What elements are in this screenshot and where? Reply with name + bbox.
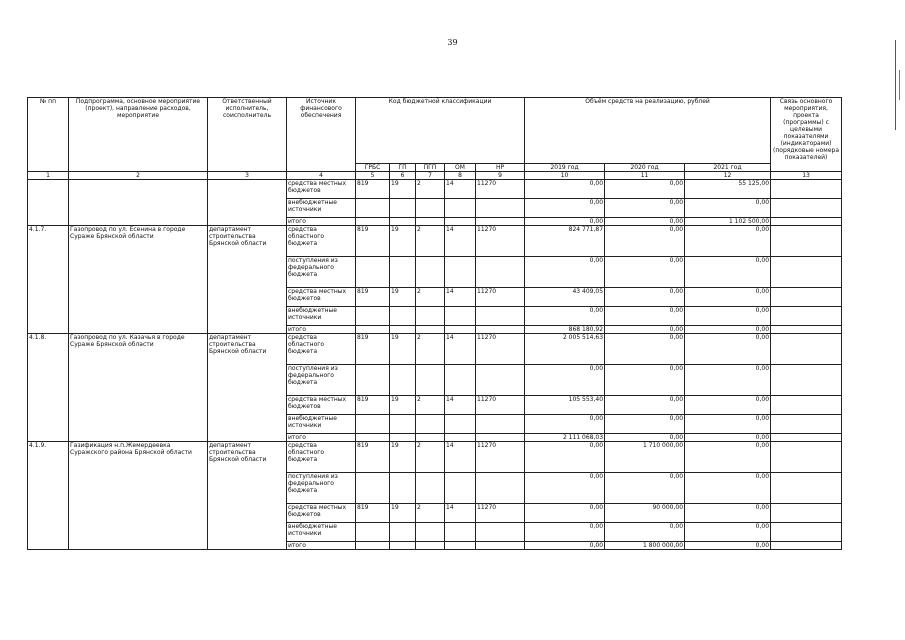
- page-number: 39: [447, 38, 458, 47]
- cell-link: [771, 442, 842, 473]
- cell-2021: 1 102 500,00: [685, 218, 771, 226]
- cell-gp: 19: [390, 442, 416, 473]
- cell-link: [771, 180, 842, 199]
- cell-link: [771, 257, 842, 288]
- column-number: 9: [476, 172, 525, 180]
- cell-source: итого: [287, 218, 356, 226]
- cell-source: средства местных бюджетов: [287, 504, 356, 523]
- cell-nr: 11270: [476, 396, 525, 415]
- cell-source: внебюджетные источники: [287, 307, 356, 326]
- cell-2021: 0,00: [685, 365, 771, 396]
- cell-2019: 43 409,05: [525, 288, 605, 307]
- cell-2019: 2 111 068,03: [525, 434, 605, 442]
- cell-grbs: 819: [356, 180, 390, 199]
- cell-2019: 0,00: [525, 442, 605, 473]
- cell-link: [771, 523, 842, 542]
- cell-link: [771, 473, 842, 504]
- cell-nr: 11270: [476, 504, 525, 523]
- column-number: 12: [685, 172, 771, 180]
- header-grbs: ГРБС: [356, 164, 390, 172]
- column-number: 7: [416, 172, 445, 180]
- cell-2019: 0,00: [525, 199, 605, 218]
- cell-2019: 0,00: [525, 473, 605, 504]
- budget-table: [27, 97, 842, 550]
- cell-gp: 19: [390, 334, 416, 365]
- cell-2021: 0,00: [685, 334, 771, 365]
- cell-2019: 824 771,87: [525, 226, 605, 257]
- cell-2019: 0,00: [525, 307, 605, 326]
- scan-edge-mark: [895, 40, 896, 130]
- cell-source: итого: [287, 434, 356, 442]
- cell-link: [771, 226, 842, 257]
- header-no: № пп: [28, 98, 69, 172]
- cell-source: средства местных бюджетов: [287, 396, 356, 415]
- cell-link: [771, 326, 842, 334]
- cell-2020: 0,00: [605, 434, 685, 442]
- cell-link: [771, 307, 842, 326]
- table-row: [28, 226, 842, 257]
- column-number: 3: [208, 172, 287, 180]
- header-2021: 2021 год: [685, 164, 771, 172]
- cell-2021: 0,00: [685, 396, 771, 415]
- cell-no: 4.1.8.: [28, 334, 69, 442]
- cell-2020: 0,00: [605, 288, 685, 307]
- cell-om: 14: [445, 504, 476, 523]
- cell-om: 14: [445, 180, 476, 199]
- cell-2021: 0,00: [685, 326, 771, 334]
- column-numbers-row: [28, 172, 842, 180]
- cell-no: [28, 180, 69, 226]
- cell-2020: 0,00: [605, 257, 685, 288]
- cell-om: 14: [445, 334, 476, 365]
- cell-link: [771, 288, 842, 307]
- cell-om: 14: [445, 288, 476, 307]
- cell-pgp: 2: [416, 180, 445, 199]
- cell-2019: 105 553,40: [525, 396, 605, 415]
- cell-om: 14: [445, 226, 476, 257]
- header-pgp: ПГП: [416, 164, 445, 172]
- cell-2020: 1 800 000,00: [605, 542, 685, 550]
- cell-2019: 0,00: [525, 218, 605, 226]
- cell-source: поступления из федерального бюджета: [287, 473, 356, 504]
- cell-responsible: департамент строительства Брянской области: [208, 334, 287, 442]
- table-row: [28, 442, 842, 473]
- cell-2021: 0,00: [685, 523, 771, 542]
- column-number: 13: [771, 172, 842, 180]
- header-link: Связь основного мероприятия, проекта (программы) с целевыми показателями (индикаторами) (порядковые номера показателей): [771, 98, 842, 172]
- cell-source: внебюджетные источники: [287, 523, 356, 542]
- cell-source: итого: [287, 542, 356, 550]
- cell-2020: 0,00: [605, 396, 685, 415]
- cell-2021: 0,00: [685, 199, 771, 218]
- column-number: 5: [356, 172, 390, 180]
- cell-responsible: департамент строительства Брянской области: [208, 226, 287, 334]
- table-row: [28, 334, 842, 365]
- cell-grbs: 819: [356, 288, 390, 307]
- cell-program: Газификация н.п.Жемердеевка Суражского района Брянской области: [69, 442, 208, 550]
- cell-link: [771, 542, 842, 550]
- cell-gp: 19: [390, 504, 416, 523]
- cell-2019: 0,00: [525, 504, 605, 523]
- cell-2021: 0,00: [685, 307, 771, 326]
- cell-2019: 0,00: [525, 180, 605, 199]
- cell-2021: 0,00: [685, 434, 771, 442]
- cell-grbs: 819: [356, 396, 390, 415]
- cell-2020: 0,00: [605, 199, 685, 218]
- cell-nr: 11270: [476, 288, 525, 307]
- cell-2021: 0,00: [685, 257, 771, 288]
- cell-link: [771, 415, 842, 434]
- cell-2021: 0,00: [685, 473, 771, 504]
- cell-2020: 0,00: [605, 523, 685, 542]
- cell-link: [771, 434, 842, 442]
- cell-source: средства местных бюджетов: [287, 288, 356, 307]
- cell-2019: 0,00: [525, 523, 605, 542]
- column-number: 6: [390, 172, 416, 180]
- header-2019: 2019 год: [525, 164, 605, 172]
- cell-link: [771, 365, 842, 396]
- cell-2019: 2 005 514,63: [525, 334, 605, 365]
- cell-grbs: 819: [356, 442, 390, 473]
- cell-nr: 11270: [476, 334, 525, 365]
- cell-source: средства областного бюджета: [287, 226, 356, 257]
- header-gp: ГП: [390, 164, 416, 172]
- scan-edge-mark: [899, 70, 900, 100]
- cell-gp: 19: [390, 180, 416, 199]
- cell-2019: 0,00: [525, 542, 605, 550]
- column-number: 2: [69, 172, 208, 180]
- cell-pgp: 2: [416, 504, 445, 523]
- cell-link: [771, 504, 842, 523]
- cell-program: Газопровод по ул. Казачья в городе Сураже Брянской области: [69, 334, 208, 442]
- cell-2020: 0,00: [605, 473, 685, 504]
- cell-source: поступления из федерального бюджета: [287, 365, 356, 396]
- cell-2019: 0,00: [525, 415, 605, 434]
- cell-2020: 0,00: [605, 365, 685, 396]
- cell-2021: 0,00: [685, 288, 771, 307]
- header-2020: 2020 год: [605, 164, 685, 172]
- cell-grbs: 819: [356, 334, 390, 365]
- cell-gp: 19: [390, 396, 416, 415]
- cell-program: Газопровод по ул. Есенина в городе Сураже Брянской области: [69, 226, 208, 334]
- cell-2020: 0,00: [605, 326, 685, 334]
- cell-link: [771, 199, 842, 218]
- cell-pgp: 2: [416, 288, 445, 307]
- cell-2021: 0,00: [685, 226, 771, 257]
- header-source: Источник финансового обеспечения: [287, 98, 356, 172]
- cell-gp: 19: [390, 226, 416, 257]
- cell-2021: 55 125,00: [685, 180, 771, 199]
- cell-2021: 0,00: [685, 504, 771, 523]
- cell-om: 14: [445, 442, 476, 473]
- cell-source: итого: [287, 326, 356, 334]
- cell-2020: 0,00: [605, 334, 685, 365]
- header-om: ОМ: [445, 164, 476, 172]
- cell-2020: 0,00: [605, 226, 685, 257]
- cell-source: средства областного бюджета: [287, 442, 356, 473]
- cell-2019: 0,00: [525, 365, 605, 396]
- column-number: 10: [525, 172, 605, 180]
- cell-2020: 0,00: [605, 218, 685, 226]
- cell-link: [771, 334, 842, 365]
- cell-source: средства местных бюджетов: [287, 180, 356, 199]
- cell-pgp: 2: [416, 442, 445, 473]
- cell-2020: 1 710 000,00: [605, 442, 685, 473]
- column-number: 8: [445, 172, 476, 180]
- header-volume: Объём средств на реализацию, рублей: [525, 98, 771, 164]
- cell-link: [771, 396, 842, 415]
- cell-2020: 0,00: [605, 180, 685, 199]
- cell-grbs: 819: [356, 226, 390, 257]
- header-program: Подпрограмма, основное мероприятие (проект), направление расходов, мероприятие: [69, 98, 208, 172]
- table-row: [28, 180, 842, 199]
- cell-nr: 11270: [476, 180, 525, 199]
- cell-2021: 0,00: [685, 542, 771, 550]
- cell-no: 4.1.9.: [28, 442, 69, 550]
- cell-source: поступления из федерального бюджета: [287, 257, 356, 288]
- cell-2020: 90 000,00: [605, 504, 685, 523]
- cell-nr: 11270: [476, 442, 525, 473]
- header-budget-code: Код бюджетной классификации: [356, 98, 525, 164]
- cell-2020: 0,00: [605, 415, 685, 434]
- cell-grbs: 819: [356, 504, 390, 523]
- column-number: 11: [605, 172, 685, 180]
- cell-om: 14: [445, 396, 476, 415]
- cell-pgp: 2: [416, 226, 445, 257]
- cell-nr: 11270: [476, 226, 525, 257]
- cell-source: внебюджетные источники: [287, 199, 356, 218]
- cell-2019: 0,00: [525, 257, 605, 288]
- cell-program: [69, 180, 208, 226]
- cell-responsible: [208, 180, 287, 226]
- cell-2019: 868 180,92: [525, 326, 605, 334]
- cell-link: [771, 218, 842, 226]
- cell-responsible: департамент строительства Брянской области: [208, 442, 287, 550]
- column-number: 1: [28, 172, 69, 180]
- cell-source: средства областного бюджета: [287, 334, 356, 365]
- header-nr: НР: [476, 164, 525, 172]
- cell-2020: 0,00: [605, 307, 685, 326]
- column-number: 4: [287, 172, 356, 180]
- header-responsible: Ответственный исполнитель, соисполнитель: [208, 98, 287, 172]
- cell-source: внебюджетные источники: [287, 415, 356, 434]
- cell-pgp: 2: [416, 334, 445, 365]
- cell-2021: 0,00: [685, 442, 771, 473]
- cell-gp: 19: [390, 288, 416, 307]
- cell-2021: 0,00: [685, 415, 771, 434]
- cell-no: 4.1.7.: [28, 226, 69, 334]
- cell-pgp: 2: [416, 396, 445, 415]
